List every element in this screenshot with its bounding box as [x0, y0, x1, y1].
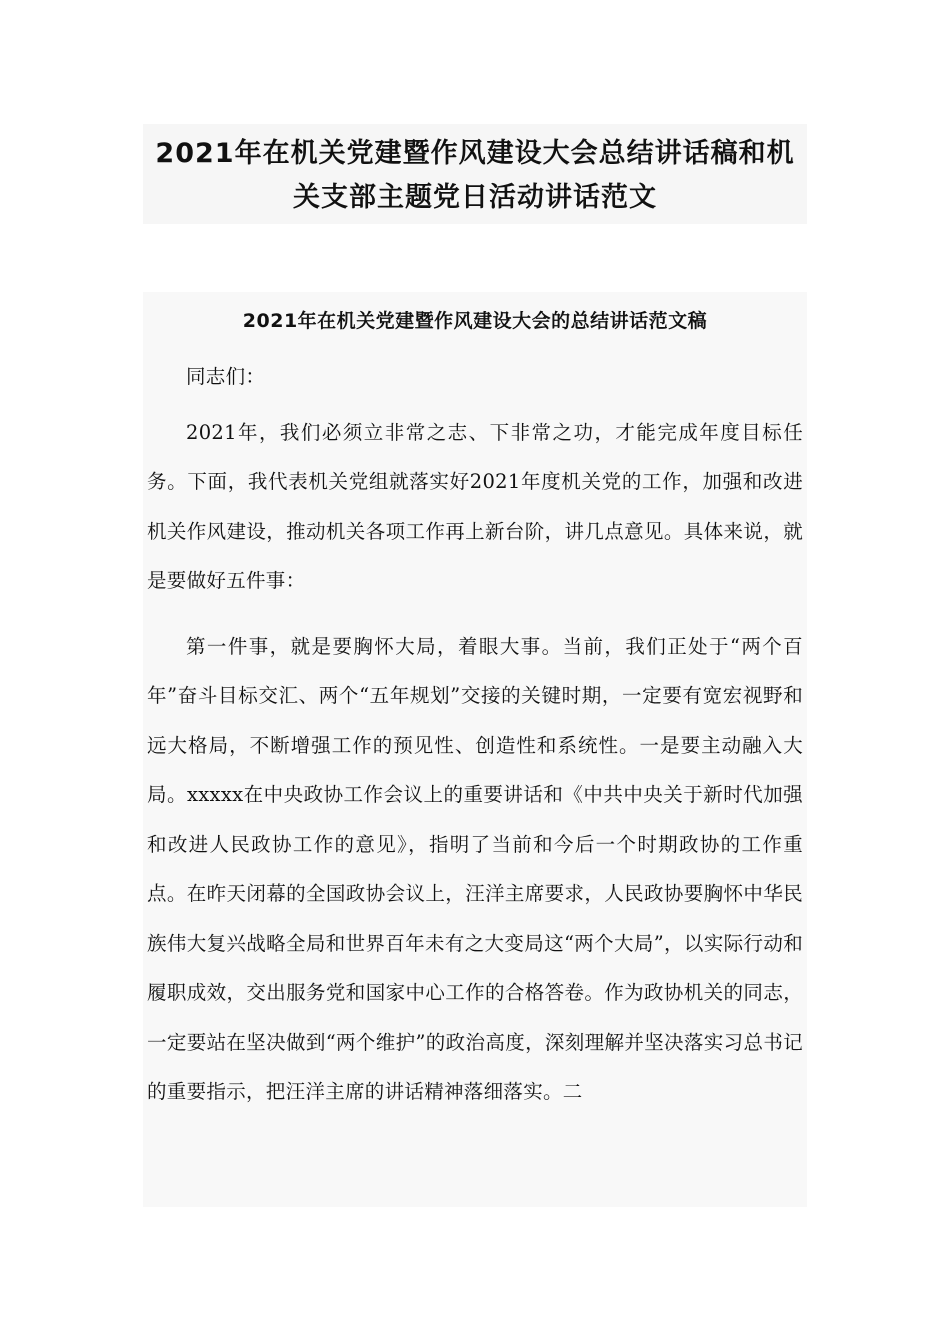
document-title-line-1: 2021年在机关党建暨作风建设大会总结讲话稿和机 — [155, 138, 795, 169]
paragraph-first-task: 第一件事，就是要胸怀大局，着眼大事。当前，我们正处于“两个百年”奋斗目标交汇、两个“五年规划”交接的关键时期，一定要有宽宏视野和远大格局，不断增强工作的预见性、创造性和系统性。一是要主动融入大局。xxxxx在中央政协工作会议上的重要讲话和《中共中央关于新时代加强和改进人民政协工作的意见》，指明了当前和今后一个时期政协的工作重点。在昨天闭幕的全国政协会议上，汪洋主席要求，人民政协要胸怀中华民族伟大复兴战略全局和世界百年未有之大变局这“两个大局”，以实际行动和履职成效，交出服务党和国家中心工作的合格答卷。作为政协机关的同志，一定要站在坚决做到“两个维护”的政治高度，深刻理解并坚决落实习总书记的重要指示，把汪洋主席的讲话精神落细落实。二 — [147, 634, 803, 1103]
paragraph-intro: 2021年，我们必须立非常之志、下非常之功，才能完成年度目标任务。下面，我代表机关党组就落实好2021年度机关党的工作，加强和改进机关作风建设，推动机关各项工作再上新台阶，讲几点意见。具体来说，就是要做好五件事： — [147, 420, 803, 592]
document-title-line-2: 关支部主题党日活动讲话范文 — [293, 182, 657, 213]
document-title — [143, 132, 807, 220]
speech-title: 2021年在机关党建暨作风建设大会的总结讲话范文稿 — [242, 310, 708, 332]
paragraph-greeting: 同志们： — [186, 365, 266, 388]
document-title-block — [143, 124, 807, 224]
speech-content — [143, 292, 807, 1207]
